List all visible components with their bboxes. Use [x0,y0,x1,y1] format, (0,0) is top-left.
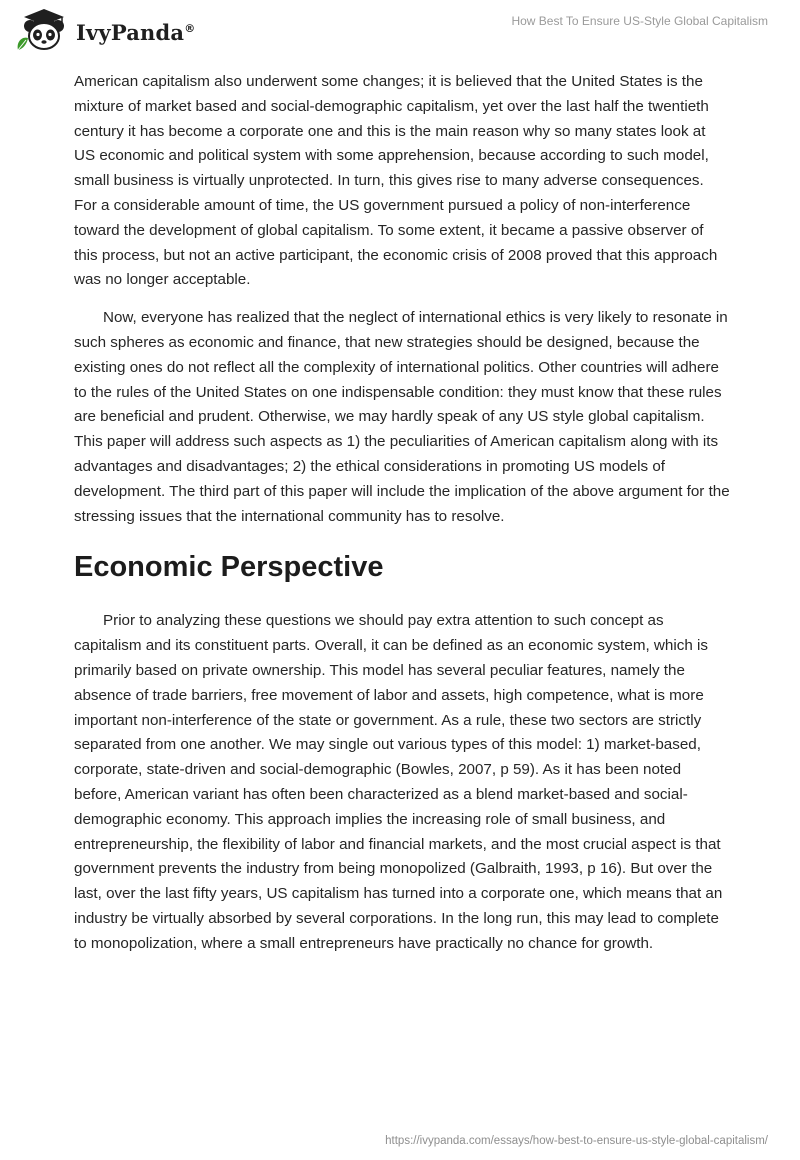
body-paragraph-2: Now, everyone has realized that the neglect of international ethics is very likely to resonate in such spheres as economic and finance, that new strategies should be designed, because the existing ones do not reflect all the complexity of international politics. Other countries will adhere to the rules of the United States on one indispensable condition: they must know that these rules are beneficial and prudent. Otherwise, we may hardly speak of any US style global capitalism. This paper will address such aspects as 1) the peculiarities of American capitalism along with its advantages and disadvantages; 2) the ethical considerations in promoting US models of development. The third part of this paper will include the implication of the above argument for the stressing issues that the international community has to resolve. [74,309,730,525]
brand-name: IvyPanda® [76,19,196,45]
document-title: How Best To Ensure US-Style Global Capitalism [511,14,768,28]
registered-mark: ® [184,21,196,35]
ivypanda-logo[interactable] [14,8,195,52]
panda-graduation-cap-icon [14,8,70,52]
essay-content [74,70,730,957]
page-header [0,0,800,56]
body-paragraph-1: American capitalism also underwent some changes; it is believed that the United States is the mixture of market based and social-demographic capitalism, yet over the last half the twentieth century it has become a corporate one and this is the main reason why so many states look at US economic and political system with some apprehension, because according to such model, small business is virtually unprotected. In turn, this gives rise to many adverse consequences. For a considerable amount of time, the US government pursued a policy of non-interference toward the development of global capitalism. To some extent, it became a passive observer of this process, but not an active participant, the economic crisis of 2008 proved that this approach was no longer acceptable. [74,73,718,289]
section-heading-economic-perspective: Economic Perspective [74,551,384,584]
body-paragraph-3: Prior to analyzing these questions we should pay extra attention to such concept as capitalism and its constituent parts. Overall, it can be defined as an economic system, which is primarily based on private ownership. This model has several peculiar features, namely the absence of trade barriers, free movement of labor and assets, high competence, what is more important non-interference of the state or government. As a rule, these two sectors are strictly separated from one another. We may single out various types of this model: 1) market-based, corporate, state-driven and social-demographic (Bowles, 2007, p 59). As it has been noted before, American variant has often been characterized as a blend market-based and social-demographic economy. This approach implies the increasing role of small business, and entrepreneurship, the flexibility of labor and financial markets, and the most crucial aspect is that government prevents the industry from being monopolized (Galbraith, 1993, p 16). But over the last, over the last fifty years, US capitalism has turned into a corporate one, which means that an industry be virtually absorbed by several corporations. In the long run, this may lead to complete to monopolization, where a small entrepreneurs have practically no chance for growth. [74,612,723,952]
source-url[interactable]: https://ivypanda.com/essays/how-best-to-ensure-us-style-global-capitalism/ [385,1135,768,1147]
